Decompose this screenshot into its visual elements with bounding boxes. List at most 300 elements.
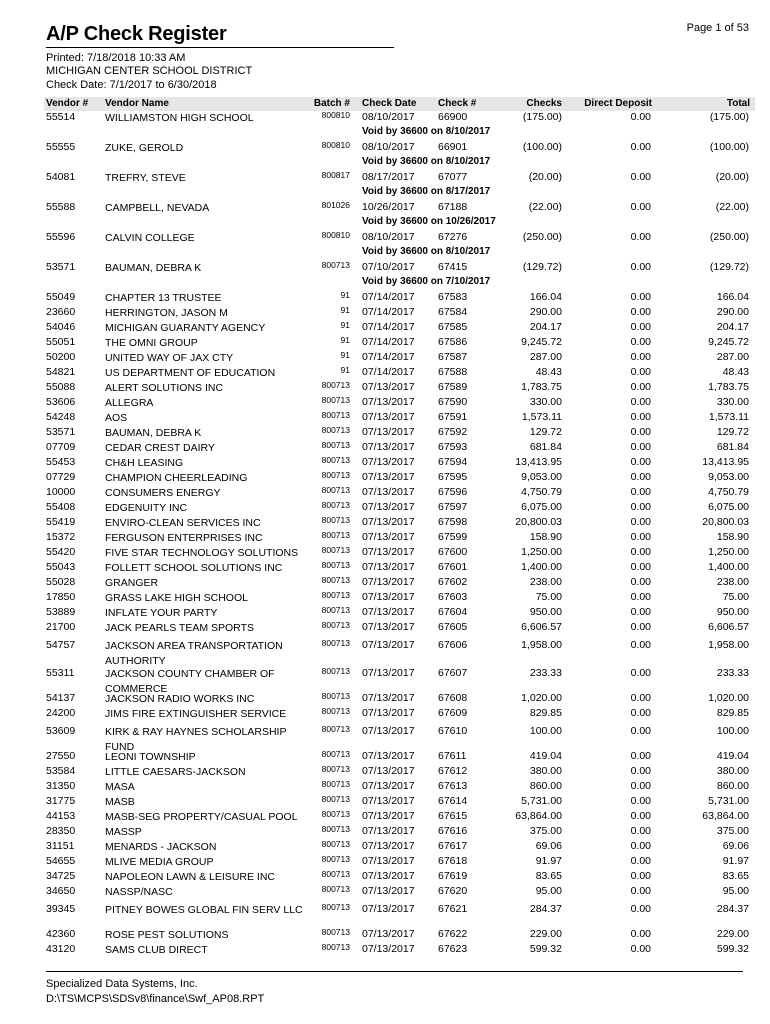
total-amount: 229.00 bbox=[716, 928, 749, 940]
check-number: 67618 bbox=[438, 855, 468, 867]
check-date: 07/13/2017 bbox=[362, 840, 415, 852]
total-amount: 1,958.00 bbox=[708, 639, 749, 651]
total-amount: 4,750.79 bbox=[708, 486, 749, 498]
vendor-name: JIMS FIRE EXTINGUISHER SERVICE bbox=[105, 708, 287, 720]
batch-number: 800713 bbox=[321, 440, 350, 450]
vendor-number: 31350 bbox=[46, 780, 76, 792]
total-amount: 375.00 bbox=[716, 825, 749, 837]
check-number: 67591 bbox=[438, 411, 468, 423]
batch-number: 800713 bbox=[321, 839, 350, 849]
total-amount: 599.32 bbox=[716, 943, 749, 955]
batch-number: 800713 bbox=[321, 575, 350, 585]
vendor-number: 07709 bbox=[46, 441, 76, 453]
vendor-name: CH&H LEASING bbox=[105, 457, 184, 469]
vendor-name: CEDAR CREST DAIRY bbox=[105, 442, 215, 454]
vendor-name: PITNEY BOWES GLOBAL FIN SERV LLC bbox=[105, 904, 303, 916]
direct-deposit-amount: 0.00 bbox=[630, 261, 651, 273]
total-amount: 829.85 bbox=[716, 707, 749, 719]
checks-amount: 1,783.75 bbox=[521, 381, 562, 393]
check-date: 07/13/2017 bbox=[362, 903, 415, 915]
vendor-number: 50200 bbox=[46, 351, 76, 363]
vendor-number: 55049 bbox=[46, 291, 76, 303]
total-amount: 95.00 bbox=[722, 885, 749, 897]
table-row bbox=[0, 591, 770, 606]
checks-amount: 380.00 bbox=[529, 765, 562, 777]
vendor-name: US DEPARTMENT OF EDUCATION bbox=[105, 367, 276, 379]
table-row bbox=[0, 928, 770, 943]
check-date: 07/13/2017 bbox=[362, 639, 415, 651]
batch-number: 800713 bbox=[321, 779, 350, 789]
check-date: 07/14/2017 bbox=[362, 321, 415, 333]
vendor-number: 31775 bbox=[46, 795, 76, 807]
table-row bbox=[0, 870, 770, 885]
table-row bbox=[0, 795, 770, 810]
batch-number: 800713 bbox=[321, 620, 350, 630]
direct-deposit-amount: 0.00 bbox=[630, 855, 651, 867]
total-amount: 9,053.00 bbox=[708, 471, 749, 483]
batch-number: 800713 bbox=[321, 691, 350, 701]
vendor-number: 53889 bbox=[46, 606, 76, 618]
col-check-date: Check Date bbox=[362, 98, 417, 109]
col-direct-deposit: Direct Deposit bbox=[584, 98, 652, 109]
check-number: 67611 bbox=[438, 750, 467, 762]
check-date: 07/13/2017 bbox=[362, 546, 415, 558]
table-row bbox=[0, 321, 770, 336]
table-row bbox=[0, 636, 770, 667]
table-row bbox=[0, 111, 770, 141]
table-row bbox=[0, 561, 770, 576]
check-number: 66901 bbox=[438, 141, 468, 153]
table-row bbox=[0, 471, 770, 486]
check-date: 07/14/2017 bbox=[362, 291, 415, 303]
check-number: 67604 bbox=[438, 606, 468, 618]
vendor-name: ROSE PEST SOLUTIONS bbox=[105, 929, 229, 941]
table-row bbox=[0, 231, 770, 261]
table-row bbox=[0, 261, 770, 291]
direct-deposit-amount: 0.00 bbox=[630, 825, 651, 837]
table-row bbox=[0, 336, 770, 351]
total-amount: 1,783.75 bbox=[708, 381, 749, 393]
checks-amount: (129.72) bbox=[522, 261, 562, 273]
checks-amount: 1,020.00 bbox=[521, 692, 562, 704]
batch-number: 800713 bbox=[321, 500, 350, 510]
total-amount: (129.72) bbox=[709, 261, 749, 273]
check-date: 07/13/2017 bbox=[362, 707, 415, 719]
batch-number: 800713 bbox=[321, 666, 350, 676]
check-date: 07/14/2017 bbox=[362, 336, 415, 348]
table-row bbox=[0, 141, 770, 171]
direct-deposit-amount: 0.00 bbox=[630, 576, 651, 588]
check-date: 07/13/2017 bbox=[362, 621, 415, 633]
vendor-number: 55453 bbox=[46, 456, 76, 468]
vendor-name: JACKSON RADIO WORKS INC bbox=[105, 693, 255, 705]
check-number: 67620 bbox=[438, 885, 468, 897]
total-amount: 950.00 bbox=[716, 606, 749, 618]
batch-number: 800713 bbox=[321, 410, 350, 420]
batch-number: 800817 bbox=[321, 170, 350, 180]
batch-number: 91 bbox=[340, 335, 350, 345]
vendor-name: SAMS CLUB DIRECT bbox=[105, 944, 208, 956]
table-row bbox=[0, 291, 770, 306]
direct-deposit-amount: 0.00 bbox=[630, 591, 651, 603]
batch-number: 800713 bbox=[321, 515, 350, 525]
table-row bbox=[0, 396, 770, 411]
table-row bbox=[0, 171, 770, 201]
batch-number: 800713 bbox=[321, 605, 350, 615]
direct-deposit-amount: 0.00 bbox=[630, 765, 651, 777]
checks-amount: 330.00 bbox=[529, 396, 562, 408]
check-number: 67606 bbox=[438, 639, 468, 651]
vendor-name: CHAPTER 13 TRUSTEE bbox=[105, 292, 222, 304]
table-row bbox=[0, 351, 770, 366]
check-number: 67587 bbox=[438, 351, 468, 363]
vendor-name: NAPOLEON LAWN & LEISURE INC bbox=[105, 871, 275, 883]
check-date: 07/13/2017 bbox=[362, 471, 415, 483]
check-date: 07/10/2017 bbox=[362, 261, 415, 273]
vendor-number: 31151 bbox=[46, 840, 75, 852]
title-underline bbox=[46, 47, 394, 48]
vendor-number: 07729 bbox=[46, 471, 76, 483]
batch-number: 800713 bbox=[321, 395, 350, 405]
check-date: 07/13/2017 bbox=[362, 561, 415, 573]
direct-deposit-amount: 0.00 bbox=[630, 411, 651, 423]
total-amount: 419.04 bbox=[716, 750, 749, 762]
check-number: 67594 bbox=[438, 456, 468, 468]
direct-deposit-amount: 0.00 bbox=[630, 750, 651, 762]
batch-number: 800810 bbox=[321, 140, 350, 150]
table-row bbox=[0, 381, 770, 396]
vendor-number: 53584 bbox=[46, 765, 76, 777]
direct-deposit-amount: 0.00 bbox=[630, 351, 651, 363]
direct-deposit-amount: 0.00 bbox=[630, 501, 651, 513]
direct-deposit-amount: 0.00 bbox=[630, 621, 651, 633]
checks-amount: 681.84 bbox=[529, 441, 562, 453]
check-number: 67595 bbox=[438, 471, 468, 483]
void-note: Void by 36600 on 10/26/2017 bbox=[362, 216, 496, 227]
table-row bbox=[0, 576, 770, 591]
checks-amount: 1,250.00 bbox=[521, 546, 562, 558]
check-number: 67617 bbox=[438, 840, 468, 852]
checks-amount: 95.00 bbox=[535, 885, 562, 897]
vendor-name: CALVIN COLLEGE bbox=[105, 232, 195, 244]
checks-amount: 599.32 bbox=[529, 943, 562, 955]
checks-amount: 20,800.03 bbox=[515, 516, 562, 528]
table-row bbox=[0, 531, 770, 546]
checks-amount: 1,958.00 bbox=[521, 639, 562, 651]
total-amount: 13,413.95 bbox=[702, 456, 749, 468]
void-note: Void by 36600 on 8/17/2017 bbox=[362, 186, 491, 197]
check-date: 07/14/2017 bbox=[362, 351, 415, 363]
total-amount: 158.90 bbox=[716, 531, 749, 543]
checks-amount: 166.04 bbox=[529, 291, 562, 303]
check-number: 67609 bbox=[438, 707, 468, 719]
direct-deposit-amount: 0.00 bbox=[630, 885, 651, 897]
void-note: Void by 36600 on 8/10/2017 bbox=[362, 246, 491, 257]
checks-amount: 6,606.57 bbox=[521, 621, 562, 633]
vendor-name: FERGUSON ENTERPRISES INC bbox=[105, 532, 263, 544]
vendor-name: EDGENUITY INC bbox=[105, 502, 188, 514]
check-number: 67605 bbox=[438, 621, 468, 633]
direct-deposit-amount: 0.00 bbox=[630, 531, 651, 543]
vendor-number: 55043 bbox=[46, 561, 76, 573]
checks-amount: 9,053.00 bbox=[521, 471, 562, 483]
batch-number: 800713 bbox=[321, 530, 350, 540]
table-row bbox=[0, 840, 770, 855]
total-amount: 284.37 bbox=[716, 903, 749, 915]
check-number: 67610 bbox=[438, 725, 468, 737]
table-row bbox=[0, 664, 770, 695]
checks-amount: 238.00 bbox=[529, 576, 562, 588]
vendor-number: 10000 bbox=[46, 486, 76, 498]
batch-number: 800713 bbox=[321, 749, 350, 759]
check-number: 67276 bbox=[438, 231, 468, 243]
checks-amount: 419.04 bbox=[529, 750, 562, 762]
check-date: 07/13/2017 bbox=[362, 780, 415, 792]
total-amount: (100.00) bbox=[709, 141, 749, 153]
check-number: 67188 bbox=[438, 201, 468, 213]
vendor-name: CAMPBELL, NEVADA bbox=[105, 202, 210, 214]
batch-number: 800713 bbox=[321, 724, 350, 734]
batch-number: 801026 bbox=[321, 200, 350, 210]
vendor-name: NASSP/NASC bbox=[105, 886, 173, 898]
check-number: 67593 bbox=[438, 441, 468, 453]
checks-amount: 229.00 bbox=[529, 928, 562, 940]
direct-deposit-amount: 0.00 bbox=[630, 943, 651, 955]
check-number: 67615 bbox=[438, 810, 468, 822]
vendor-name: INFLATE YOUR PARTY bbox=[105, 607, 218, 619]
check-number: 67622 bbox=[438, 928, 468, 940]
table-row bbox=[0, 780, 770, 795]
vendor-name: ENVIRO-CLEAN SERVICES INC bbox=[105, 517, 261, 529]
direct-deposit-amount: 0.00 bbox=[630, 903, 651, 915]
check-date: 07/13/2017 bbox=[362, 825, 415, 837]
table-row bbox=[0, 885, 770, 900]
total-amount: 166.04 bbox=[716, 291, 749, 303]
direct-deposit-amount: 0.00 bbox=[630, 795, 651, 807]
check-number: 67592 bbox=[438, 426, 468, 438]
total-amount: 20,800.03 bbox=[702, 516, 749, 528]
check-date: 07/13/2017 bbox=[362, 765, 415, 777]
check-date: 08/17/2017 bbox=[362, 171, 415, 183]
table-row bbox=[0, 943, 770, 958]
table-row bbox=[0, 692, 770, 707]
batch-number: 800713 bbox=[321, 485, 350, 495]
district-name: MICHIGAN CENTER SCHOOL DISTRICT bbox=[46, 65, 253, 77]
vendor-name: MASB bbox=[105, 796, 135, 808]
checks-amount: 829.85 bbox=[529, 707, 562, 719]
checks-amount: 13,413.95 bbox=[515, 456, 562, 468]
check-date: 07/13/2017 bbox=[362, 606, 415, 618]
vendor-number: 44153 bbox=[46, 810, 76, 822]
direct-deposit-amount: 0.00 bbox=[630, 381, 651, 393]
vendor-name: TREFRY, STEVE bbox=[105, 172, 186, 184]
direct-deposit-amount: 0.00 bbox=[630, 321, 651, 333]
total-amount: 860.00 bbox=[716, 780, 749, 792]
direct-deposit-amount: 0.00 bbox=[630, 366, 651, 378]
direct-deposit-amount: 0.00 bbox=[630, 111, 651, 123]
batch-number: 800713 bbox=[321, 560, 350, 570]
vendor-name: LITTLE CAESARS-JACKSON bbox=[105, 766, 246, 778]
vendor-name: UNITED WAY OF JAX CTY bbox=[105, 352, 234, 364]
batch-number: 800713 bbox=[321, 425, 350, 435]
col-vendor-number: Vendor # bbox=[46, 98, 89, 109]
direct-deposit-amount: 0.00 bbox=[630, 426, 651, 438]
check-date: 07/13/2017 bbox=[362, 667, 415, 679]
vendor-number: 55419 bbox=[46, 516, 76, 528]
total-amount: 1,573.11 bbox=[708, 411, 749, 423]
check-date: 07/13/2017 bbox=[362, 870, 415, 882]
vendor-name: BAUMAN, DEBRA K bbox=[105, 262, 202, 274]
vendor-name: KIRK & RAY HAYNES SCHOLARSHIP FUND bbox=[105, 726, 287, 753]
check-date: 07/13/2017 bbox=[362, 725, 415, 737]
vendor-number: 55514 bbox=[46, 111, 76, 123]
total-amount: 5,731.00 bbox=[708, 795, 749, 807]
check-date: 07/13/2017 bbox=[362, 516, 415, 528]
direct-deposit-amount: 0.00 bbox=[630, 667, 651, 679]
vendor-number: 55088 bbox=[46, 381, 76, 393]
direct-deposit-amount: 0.00 bbox=[630, 171, 651, 183]
checks-amount: 1,573.11 bbox=[521, 411, 562, 423]
vendor-number: 39345 bbox=[46, 903, 76, 915]
check-number: 67603 bbox=[438, 591, 468, 603]
check-register-table bbox=[0, 111, 770, 958]
check-date: 07/13/2017 bbox=[362, 456, 415, 468]
batch-number: 800713 bbox=[321, 942, 350, 952]
direct-deposit-amount: 0.00 bbox=[630, 516, 651, 528]
direct-deposit-amount: 0.00 bbox=[630, 639, 651, 651]
checks-amount: 63,864.00 bbox=[515, 810, 562, 822]
total-amount: 75.00 bbox=[722, 591, 749, 603]
direct-deposit-amount: 0.00 bbox=[630, 441, 651, 453]
table-row bbox=[0, 621, 770, 636]
vendor-name: MASB-SEG PROPERTY/CASUAL POOL bbox=[105, 811, 298, 823]
table-row bbox=[0, 810, 770, 825]
batch-number: 91 bbox=[340, 350, 350, 360]
checks-amount: 91.97 bbox=[535, 855, 562, 867]
check-date: 07/13/2017 bbox=[362, 441, 415, 453]
total-amount: 6,075.00 bbox=[708, 501, 749, 513]
checks-amount: 69.06 bbox=[535, 840, 562, 852]
direct-deposit-amount: 0.00 bbox=[630, 396, 651, 408]
checks-amount: (22.00) bbox=[528, 201, 562, 213]
total-amount: (22.00) bbox=[715, 201, 749, 213]
total-amount: 1,400.00 bbox=[708, 561, 749, 573]
checks-amount: 5,731.00 bbox=[521, 795, 562, 807]
printed-timestamp: Printed: 7/18/2018 10:33 AM bbox=[46, 52, 186, 64]
checks-amount: 129.72 bbox=[529, 426, 562, 438]
total-amount: 91.97 bbox=[722, 855, 749, 867]
table-row bbox=[0, 722, 770, 753]
check-date: 07/13/2017 bbox=[362, 426, 415, 438]
vendor-number: 53571 bbox=[46, 261, 76, 273]
batch-number: 800810 bbox=[321, 110, 350, 120]
check-date: 07/13/2017 bbox=[362, 381, 415, 393]
batch-number: 800713 bbox=[321, 706, 350, 716]
checks-amount: 9,245.72 bbox=[521, 336, 562, 348]
check-number: 67583 bbox=[438, 291, 468, 303]
checks-amount: 233.33 bbox=[529, 667, 562, 679]
check-date: 08/10/2017 bbox=[362, 111, 415, 123]
check-number: 67415 bbox=[438, 261, 468, 273]
table-row bbox=[0, 366, 770, 381]
table-row bbox=[0, 606, 770, 621]
vendor-name: FIVE STAR TECHNOLOGY SOLUTIONS bbox=[105, 547, 299, 559]
vendor-name: MICHIGAN GUARANTY AGENCY bbox=[105, 322, 266, 334]
vendor-number: 21700 bbox=[46, 621, 76, 633]
vendor-number: 55588 bbox=[46, 201, 76, 213]
checks-amount: 4,750.79 bbox=[521, 486, 562, 498]
total-amount: 380.00 bbox=[716, 765, 749, 777]
report-title: A/P Check Register bbox=[46, 23, 227, 45]
check-number: 67596 bbox=[438, 486, 468, 498]
vendor-name: ALLEGRA bbox=[105, 397, 154, 409]
check-date: 07/13/2017 bbox=[362, 692, 415, 704]
direct-deposit-amount: 0.00 bbox=[630, 486, 651, 498]
check-number: 67599 bbox=[438, 531, 468, 543]
check-number: 67584 bbox=[438, 306, 468, 318]
batch-number: 800713 bbox=[321, 380, 350, 390]
total-amount: 48.43 bbox=[722, 366, 749, 378]
check-number: 67598 bbox=[438, 516, 468, 528]
batch-number: 800713 bbox=[321, 638, 350, 648]
check-number: 67621 bbox=[438, 903, 468, 915]
total-amount: 330.00 bbox=[716, 396, 749, 408]
batch-number: 800713 bbox=[321, 869, 350, 879]
check-date: 07/13/2017 bbox=[362, 501, 415, 513]
vendor-name: CHAMPION CHEERLEADING bbox=[105, 472, 248, 484]
total-amount: 6,606.57 bbox=[708, 621, 749, 633]
direct-deposit-amount: 0.00 bbox=[630, 231, 651, 243]
check-date-range: Check Date: 7/1/2017 to 6/30/2018 bbox=[46, 79, 217, 91]
table-row bbox=[0, 486, 770, 501]
vendor-number: 54046 bbox=[46, 321, 76, 333]
check-number: 67600 bbox=[438, 546, 468, 558]
vendor-number: 55420 bbox=[46, 546, 76, 558]
total-amount: 9,245.72 bbox=[708, 336, 749, 348]
total-amount: 204.17 bbox=[716, 321, 749, 333]
total-amount: 129.72 bbox=[716, 426, 749, 438]
batch-number: 800713 bbox=[321, 809, 350, 819]
vendor-number: 55408 bbox=[46, 501, 76, 513]
direct-deposit-amount: 0.00 bbox=[630, 306, 651, 318]
direct-deposit-amount: 0.00 bbox=[630, 456, 651, 468]
vendor-name: FOLLETT SCHOOL SOLUTIONS INC bbox=[105, 562, 283, 574]
vendor-number: 53609 bbox=[46, 725, 76, 737]
direct-deposit-amount: 0.00 bbox=[630, 692, 651, 704]
vendor-number: 55555 bbox=[46, 141, 76, 153]
direct-deposit-amount: 0.00 bbox=[630, 606, 651, 618]
checks-amount: 6,075.00 bbox=[521, 501, 562, 513]
check-number: 67601 bbox=[438, 561, 468, 573]
direct-deposit-amount: 0.00 bbox=[630, 928, 651, 940]
vendor-number: 54248 bbox=[46, 411, 76, 423]
check-date: 07/13/2017 bbox=[362, 486, 415, 498]
total-amount: 238.00 bbox=[716, 576, 749, 588]
table-row bbox=[0, 765, 770, 780]
total-amount: (175.00) bbox=[709, 111, 749, 123]
batch-number: 91 bbox=[340, 305, 350, 315]
check-number: 67613 bbox=[438, 780, 468, 792]
check-number: 67612 bbox=[438, 765, 468, 777]
check-date: 07/13/2017 bbox=[362, 591, 415, 603]
vendor-name: MLIVE MEDIA GROUP bbox=[105, 856, 214, 868]
vendor-number: 53606 bbox=[46, 396, 76, 408]
vendor-number: 43120 bbox=[46, 943, 76, 955]
vendor-number: 54821 bbox=[46, 366, 76, 378]
vendor-number: 55051 bbox=[46, 336, 76, 348]
total-amount: 233.33 bbox=[716, 667, 749, 679]
check-date: 07/13/2017 bbox=[362, 576, 415, 588]
